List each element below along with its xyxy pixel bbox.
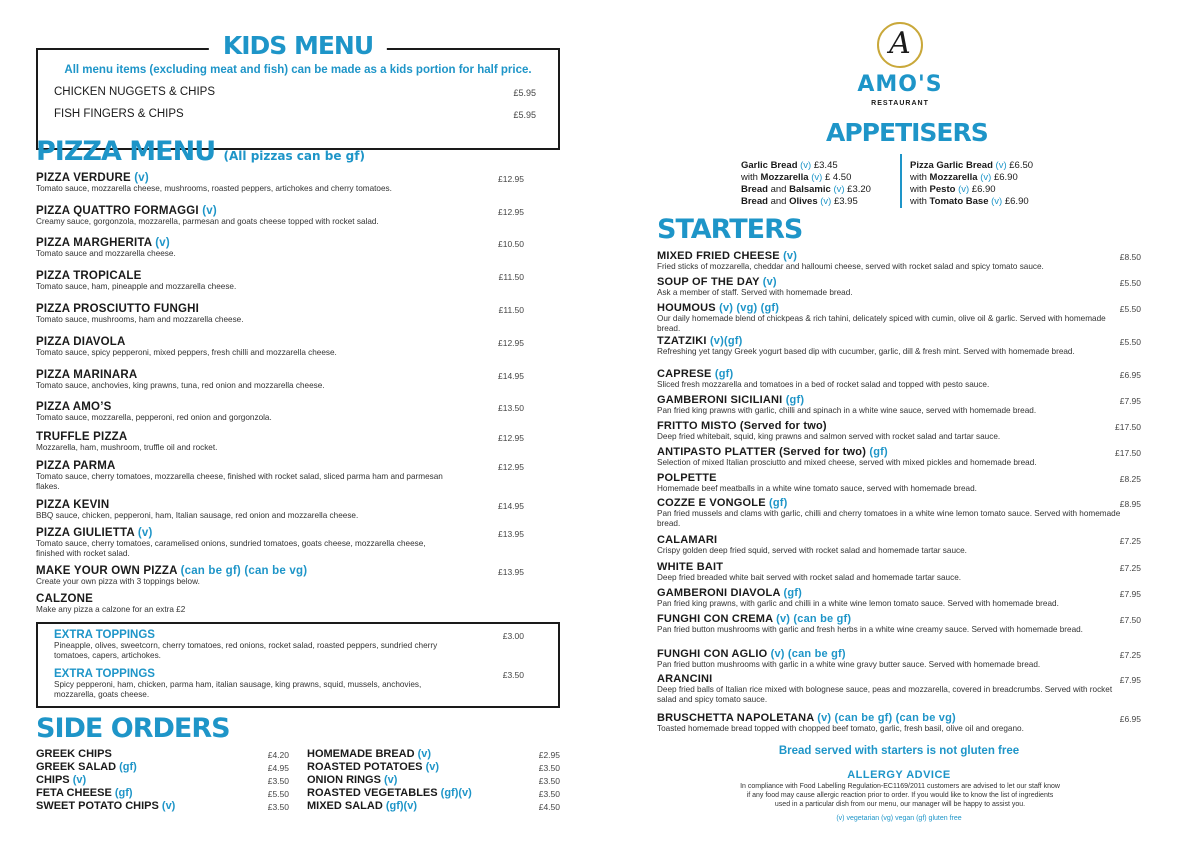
starter-item-title [657,472,1141,484]
starter-item-tag: (v) (can be gf) [770,648,846,660]
starter-item-price: £8.25 [1119,474,1141,484]
starter-item-name: POLPETTE [657,472,717,484]
side-order-name: ROASTED VEGETABLES [307,787,438,799]
starter-item [657,712,1141,734]
appetiser-prefix: with [910,172,930,183]
side-orders-left [36,748,289,813]
extra-toppings-name: EXTRA TOPPINGS [54,629,155,641]
kids-menu-box [36,31,560,150]
pizza-item [36,460,524,492]
appetisers-right [910,160,1033,208]
appetiser-price: £3.95 [833,196,858,207]
starter-item-title [657,613,1141,625]
appetiser-item [741,184,871,196]
side-order-item [36,800,289,813]
extra-toppings-item [54,629,524,661]
extra-toppings-desc: Pineapple, olives, sweetcorn, cherry tomatoes, red onions, rocket salad, roasted peppers, sundried cherry tomatoes, capers, artichokes. [54,641,438,660]
starter-item-price: £6.95 [1119,714,1141,724]
appetiser-tag: (v) [800,160,812,171]
side-order-item [36,787,289,800]
starter-item [657,497,1141,529]
side-order-title [307,800,417,813]
appetiser-item [741,160,871,172]
logo-letter: A [889,26,911,61]
logo-name: AMO'S [857,72,943,97]
pizza-item [36,401,524,423]
pizza-item-desc: Tomato sauce, mozzarella, pepperoni, red onion and gorgonzola. [36,413,272,422]
pizza-item [36,565,524,587]
side-order-title [36,761,137,774]
starter-item-price: £7.95 [1119,396,1141,406]
appetisers-title: APPETISERS [826,118,988,147]
pizza-item-title [36,431,524,443]
side-order-name: CHIPS [36,774,70,786]
starter-item-title [657,587,1141,599]
starter-item-name: ARANCINI [657,673,713,685]
pizza-item [36,527,524,559]
kids-item [54,86,536,98]
pizza-item-title [36,303,524,315]
pizza-item-price: £12.95 [498,174,524,184]
appetiser-price: £6.90 [1004,196,1029,207]
starter-item-price: £5.50 [1119,278,1141,288]
pizza-menu-subtitle: (All pizzas can be gf) [223,149,365,163]
starter-item-name: FUNGHI CON CREMA [657,613,773,625]
pizza-item-name: PIZZA GIULIETTA [36,527,135,539]
pizza-item [36,336,524,358]
side-order-tag: (gf) [119,761,137,773]
side-order-name: GREEK SALAD [36,761,117,773]
starter-item-price: £17.50 [1115,448,1141,458]
pizza-menu-title [36,136,365,167]
side-order-item [36,748,289,761]
pizza-item-price: £14.95 [498,501,524,511]
side-order-price: £3.50 [267,802,289,812]
starter-item-name: BRUSCHETTA NAPOLETANA [657,712,814,724]
starter-item [657,446,1141,468]
starter-item-price: £7.95 [1119,675,1141,685]
appetiser-name-2: Olives [789,196,818,207]
side-order-tag: (v) [417,748,432,760]
starter-item-tag: (v) [762,276,777,288]
starter-item [657,276,1141,298]
side-order-name: MIXED SALAD [307,800,383,812]
restaurant-logo [850,20,950,114]
side-order-price: £4.95 [267,763,289,773]
pizza-item-price: £14.95 [498,371,524,381]
appetiser-tag: (v) [833,184,845,195]
starter-item-desc: Deep fried whitebait, squid, king prawns and salmon served with rocket salad and tartar sauce. [657,432,1001,441]
extra-toppings-desc: Spicy pepperoni, ham, chicken, parma ham, italian sausage, king prawns, squid, mussels, anchovies, mozzarella, goats cheese. [54,680,422,699]
extra-toppings-price: £3.50 [502,670,524,680]
pizza-item-title [36,527,524,539]
pizza-item-title [36,237,524,249]
pizza-item-desc: Tomato sauce, ham, pineapple and mozzarella cheese. [36,282,237,291]
starter-item [657,472,1141,494]
starter-item-tag: (v) [783,250,798,262]
side-order-title [307,748,431,761]
pizza-item-name: PIZZA MARINARA [36,369,138,381]
starter-item-price: £7.50 [1119,615,1141,625]
pizza-item-title [36,401,524,413]
starter-item-title [657,250,1141,262]
side-order-price: £3.50 [538,789,560,799]
appetisers-divider [900,154,902,208]
pizza-item-price: £10.50 [498,239,524,249]
pizza-item-tag: (v) [134,172,149,184]
pizza-item-desc: Tomato sauce, anchovies, king prawns, tuna, red onion and mozzarella cheese. [36,381,325,390]
starter-item-tag: (gf) [769,497,788,509]
starter-item-tag: (gf) [785,394,805,406]
side-order-item [36,761,289,774]
pizza-item [36,237,524,259]
side-order-price: £5.50 [267,789,289,799]
appetiser-prefix: with [741,172,761,183]
side-order-tag: (v) [161,800,176,812]
pizza-item-title [36,460,524,472]
starter-item-name: CALAMARI [657,534,718,546]
starter-item-name: COZZE E VONGOLE [657,497,766,509]
appetiser-tag: (v) [811,172,823,183]
pizza-item-tag: (v) [202,205,217,217]
kids-item-price: £5.95 [513,110,536,120]
starter-item-price: £7.95 [1119,589,1141,599]
side-order-price: £3.50 [538,776,560,786]
starter-item-desc: Pan fried mussels and clams with garlic, chilli and cherry tomatoes in a white wine lemon tomato sauce. Served with homemade bread. [657,509,1121,528]
appetiser-tag: (v) [995,160,1007,171]
side-order-price: £3.50 [538,763,560,773]
pizza-item-desc: Mozzarella, ham, mushroom, truffle oil and rocket. [36,443,218,452]
pizza-item-desc: Create your own pizza with 3 toppings below. [36,577,200,586]
side-order-title [307,761,439,774]
allergy-text: In compliance with Food Labelling Regulation-EC1169/2011 customers are advised to let our staff know if any food may cause allergic reaction prior to order. If you would like to know the list of ingredients used in a particular dish from our menu, our manager will be happy to assist you. [740,783,1060,808]
kids-item-price: £5.95 [513,88,536,98]
starter-item-tag: (v) (can be gf) (can be vg) [817,712,956,724]
side-order-name: HOMEMADE BREAD [307,748,415,760]
side-order-title [36,774,86,787]
side-order-name: ONION RINGS [307,774,381,786]
pizza-item-price: £12.95 [498,338,524,348]
starter-item-tag: (gf) [869,446,888,458]
appetiser-tag: (v) [958,184,970,195]
side-orders-title: SIDE ORDERS [36,713,230,744]
pizza-item-title [36,499,524,511]
kids-item-name: CHICKEN NUGGETS & CHIPS [54,86,216,98]
appetiser-name: Bread [741,196,768,207]
appetiser-item [741,172,871,184]
pizza-item-tag: (v) [155,237,170,249]
pizza-item-price: £13.95 [498,529,524,539]
starter-item-desc: Ask a member of staff. Served with homemade bread. [657,288,853,297]
appetiser-price: £3.20 [847,184,871,195]
appetiser-name: Mozzarella [929,172,978,183]
appetiser-tag: (v) [991,196,1003,207]
starter-item-name: TZATZIKI [657,335,707,347]
pizza-item-price: £12.95 [498,462,524,472]
starter-item-desc: Selection of mixed Italian prosciutto and mixed cheese, served with mixed pickles and homemade bread. [657,458,1037,467]
side-order-item [36,774,289,787]
starter-item-tag: (v) (vg) (gf) [719,302,780,314]
starter-item-title [657,673,1141,685]
kids-menu-title: KIDS MENU [209,31,387,60]
starter-item-desc: Pan fried button mushrooms with garlic and fresh herbs in a white wine creamy sauce. Served with homemade bread. [657,625,1083,634]
starter-item-desc: Refreshing yet tangy Greek yogurt based dip with cucumber, garlic, dill & fresh mint. Served with homemade bread. [657,347,1075,356]
pizza-item-title [36,369,524,381]
pizza-item-tag: (can be gf) (can be vg) [180,565,308,577]
pizza-item-title [36,336,524,348]
starter-item [657,587,1141,609]
pizza-item [36,369,524,391]
pizza-item-desc: Creamy sauce, gorgonzola, mozzarella, parmesan and goats cheese topped with rocket salad. [36,217,379,226]
kids-item [54,108,536,120]
appetiser-name: Bread [741,184,768,195]
pizza-item-name: PIZZA KEVIN [36,499,110,511]
starter-item-desc: Sliced fresh mozzarella and tomatoes in a bed of rocket salad and topped with pesto sauce. [657,380,990,389]
pizza-item-desc: Tomato sauce, spicy pepperoni, mixed peppers, fresh chilli and mozzarella cheese. [36,348,337,357]
starter-item [657,534,1141,556]
appetiser-price: £3.45 [813,160,838,171]
appetiser-name: Garlic Bread [741,160,798,171]
extra-toppings-box [36,622,560,708]
pizza-menu-title-text: PIZZA MENU [36,136,216,167]
starter-item-desc: Deep fried breaded white bait served with rocket salad and homemade tartar sauce. [657,573,962,582]
starter-item-title [657,648,1141,660]
appetiser-joiner: and [767,184,790,195]
side-order-tag: (v) [72,774,87,786]
appetiser-prefix: with [910,184,930,195]
starter-item [657,250,1141,272]
starter-item-name: FRITTO MISTO (Served for two) [657,420,827,432]
pizza-item [36,593,524,615]
starter-item-title [657,446,1141,458]
pizza-item-desc: Tomato sauce, mushrooms, ham and mozzarella cheese. [36,315,244,324]
starter-item-price: £5.50 [1119,304,1141,314]
starter-item-tag: (gf) [783,587,802,599]
appetiser-price: £6.50 [1009,160,1034,171]
starter-item-title [657,276,1141,288]
side-order-item [307,761,560,774]
pizza-item-desc: Tomato sauce, mozzarella cheese, mushrooms, roasted peppers, artichokes and cherry tomatoes. [36,184,392,193]
appetiser-item [741,196,871,208]
starter-item-desc: Pan fried button mushrooms with garlic in a white wine gravy butter sauce. Served with homemade bread. [657,660,1041,669]
starter-item-desc: Homemade beef meatballs in a white wine tomato sauce, served with homemade bread. [657,484,977,493]
pizza-item-price: £13.50 [498,403,524,413]
starter-item-name: SOUP OF THE DAY [657,276,760,288]
starter-item [657,420,1141,442]
pizza-item-desc: BBQ sauce, chicken, pepperoni, ham, Italian sausage, red onion and mozzarella cheese. [36,511,359,520]
dietary-key: (v) vegetarian (vg) vegan (gf) gluten free [836,815,962,822]
starter-item-desc: Crispy golden deep fried squid, served with rocket salad and homemade tartar sauce. [657,546,967,555]
appetiser-item [910,172,1033,184]
pizza-item [36,205,524,227]
pizza-item-desc: Tomato sauce, cherry tomatoes, caramelised onions, sundried tomatoes, goats cheese, mozzarella cheese, finished with rocket salad. [36,539,426,558]
starter-item-price: £17.50 [1115,422,1141,432]
pizza-item-name: PIZZA DIAVOLA [36,336,126,348]
starter-item-desc: Deep fried balls of Italian rice mixed with bolognese sauce, peas and mozzarella, covered in breadcrumbs. Served with rocket salad and spicy tomato sauce. [657,685,1113,704]
pizza-item-price: £13.95 [498,567,524,577]
pizza-item-price: £12.95 [498,433,524,443]
starter-item-price: £8.50 [1119,252,1141,262]
pizza-item-name: PIZZA PARMA [36,460,116,472]
side-order-price: £4.50 [538,802,560,812]
starter-item-title [657,497,1141,509]
starter-item-price: £7.25 [1119,563,1141,573]
side-order-name: FETA CHEESE [36,787,112,799]
pizza-item-name: PIZZA TROPICALE [36,270,142,282]
left-panel [36,30,560,812]
starter-item-name: GAMBERONI SICILIANI [657,394,783,406]
starter-item-title [657,394,1141,406]
starter-item-desc: Fried sticks of mozzarella, cheddar and halloumi cheese, served with rocket salad and spicy tomato sauce. [657,262,1044,271]
side-order-tag: (gf) [114,787,133,799]
appetiser-tag: (v) [980,172,992,183]
pizza-item-tag: (v) [137,527,153,539]
pizza-item-title [36,593,524,605]
starter-item-title [657,534,1141,546]
appetiser-price: £ 4.50 [824,172,852,183]
side-order-price: £3.50 [267,776,289,786]
pizza-item-desc: Make any pizza a calzone for an extra £2 [36,605,186,614]
side-order-item [307,748,560,761]
starter-item-desc: Pan fried king prawns with garlic, chilli and spinach in a white wine sauce, served with homemade bread. [657,406,1037,415]
pizza-item-title [36,205,524,217]
starter-item-tag: (gf) [714,368,734,380]
side-order-item [307,800,560,813]
pizza-item-name: CALZONE [36,593,93,605]
pizza-item [36,431,524,453]
pizza-item-price: £12.95 [498,207,524,217]
starter-item [657,368,1141,390]
starter-item-name: FUNGHI CON AGLIO [657,648,768,660]
side-order-name: GREEK CHIPS [36,748,112,760]
kids-item-name: FISH FINGERS & CHIPS [54,108,184,120]
starter-item-price: £8.95 [1119,499,1141,509]
starter-item-title [657,302,1141,314]
starter-item-title [657,420,1141,432]
side-order-price: £4.20 [267,750,289,760]
starter-item-name: MIXED FRIED CHEESE [657,250,780,262]
pizza-item [36,499,524,521]
side-order-item [307,787,560,800]
pizza-item-desc: Tomato sauce, cherry tomatoes, mozzarella cheese, finished with rocket salad, sliced parma ham and parmesan flakes. [36,472,443,491]
starter-item [657,648,1141,670]
side-order-title [36,787,133,800]
pizza-item-title [36,172,524,184]
pizza-item-price: £11.50 [498,305,524,315]
starter-item-price: £5.50 [1119,337,1141,347]
appetiser-name: Mozzarella [760,172,809,183]
appetiser-joiner: and [767,196,790,207]
starter-item [657,613,1141,635]
pizza-item-name: PIZZA PROSCIUTTO FUNGHI [36,303,200,315]
starter-item-tag: (v)(gf) [709,335,743,347]
starter-item-name: HOUMOUS [657,302,716,314]
starter-item-title [657,368,1141,380]
appetiser-price: £6.90 [993,172,1018,183]
extra-toppings-name: EXTRA TOPPINGS [54,668,155,680]
pizza-item-title [36,565,524,577]
starter-item-price: £7.25 [1119,536,1141,546]
side-order-name: SWEET POTATO CHIPS [36,800,159,812]
side-orders-right [307,748,560,813]
starter-item-name: ANTIPASTO PLATTER (Served for two) [657,446,867,458]
pizza-item-desc: Tomato sauce and mozzarella cheese. [36,249,176,258]
pizza-item [36,303,524,325]
pizza-item-name: PIZZA VERDURE [36,172,131,184]
starter-item-desc: Our daily homemade blend of chickpeas & rich tahini, delicately spiced with cumin, olive oil & garlic. Served with homemade bread. [657,314,1106,333]
starter-item [657,394,1141,416]
appetiser-item [910,196,1033,208]
side-order-name: ROASTED POTATOES [307,761,423,773]
starter-item-title [657,712,1141,724]
side-order-tag: (v) [425,761,440,773]
extra-toppings-item [54,668,524,700]
side-order-title [36,800,175,813]
starter-item-tag: (v) (can be gf) [776,613,852,625]
appetiser-tag: (v) [820,196,832,207]
pizza-item [36,270,524,292]
starter-item-price: £6.95 [1119,370,1141,380]
appetiser-prefix: with [910,196,930,207]
starter-item [657,673,1141,705]
pizza-item [36,172,524,194]
starters-title: STARTERS [657,214,803,245]
side-order-tag: (gf)(v) [385,800,417,812]
side-order-title [36,748,112,761]
allergy-title: ALLERGY ADVICE [847,769,951,781]
appetiser-item [910,184,1033,196]
starter-item [657,335,1141,357]
starter-item [657,561,1141,583]
logo-subtitle: RESTAURANT [871,100,929,107]
pizza-item-title [36,270,524,282]
appetiser-name: Pizza Garlic Bread [910,160,993,171]
gluten-note: Bread served with starters is not gluten free [778,745,1020,757]
pizza-item-name: PIZZA QUATTRO FORMAGGI [36,205,199,217]
side-order-tag: (gf)(v) [440,787,472,799]
starter-item-name: CAPRESE [657,368,712,380]
kids-menu-note: All menu items (excluding meat and fish) can be made as a kids portion for half price. [64,64,532,76]
appetiser-item [910,160,1033,172]
extra-toppings-price: £3.00 [502,631,524,641]
pizza-item-name: PIZZA MARGHERITA [36,237,152,249]
appetiser-price: £6.90 [971,184,996,195]
starter-item-name: WHITE BAIT [657,561,724,573]
appetiser-name: Tomato Base [929,196,989,207]
starter-item-title [657,561,1141,573]
appetiser-name: Pesto [929,184,956,195]
pizza-item-price: £11.50 [498,272,524,282]
side-order-price: £2.95 [538,750,560,760]
side-order-item [307,774,560,787]
pizza-item-name: TRUFFLE PIZZA [36,431,128,443]
side-order-title [307,774,397,787]
starter-item-title [657,335,1141,347]
starter-item-name: GAMBERONI DIAVOLA [657,587,781,599]
starter-item-price: £7.25 [1119,650,1141,660]
pizza-item-name: PIZZA AMO’S [36,401,112,413]
appetisers-left [741,160,871,208]
side-order-title [307,787,472,800]
starter-item-desc: Pan fried king prawns, with garlic and chilli in a white wine lemon tomato sauce. Served with homemade bread. [657,599,1059,608]
appetiser-name-2: Balsamic [789,184,831,195]
pizza-item-name: MAKE YOUR OWN PIZZA [36,565,178,577]
starter-item-desc: Toasted homemade bread topped with chopped beef tomato, garlic, fresh basil, olive oil and oregano. [657,724,1024,733]
starter-item [657,302,1141,334]
side-order-tag: (v) [384,774,398,786]
